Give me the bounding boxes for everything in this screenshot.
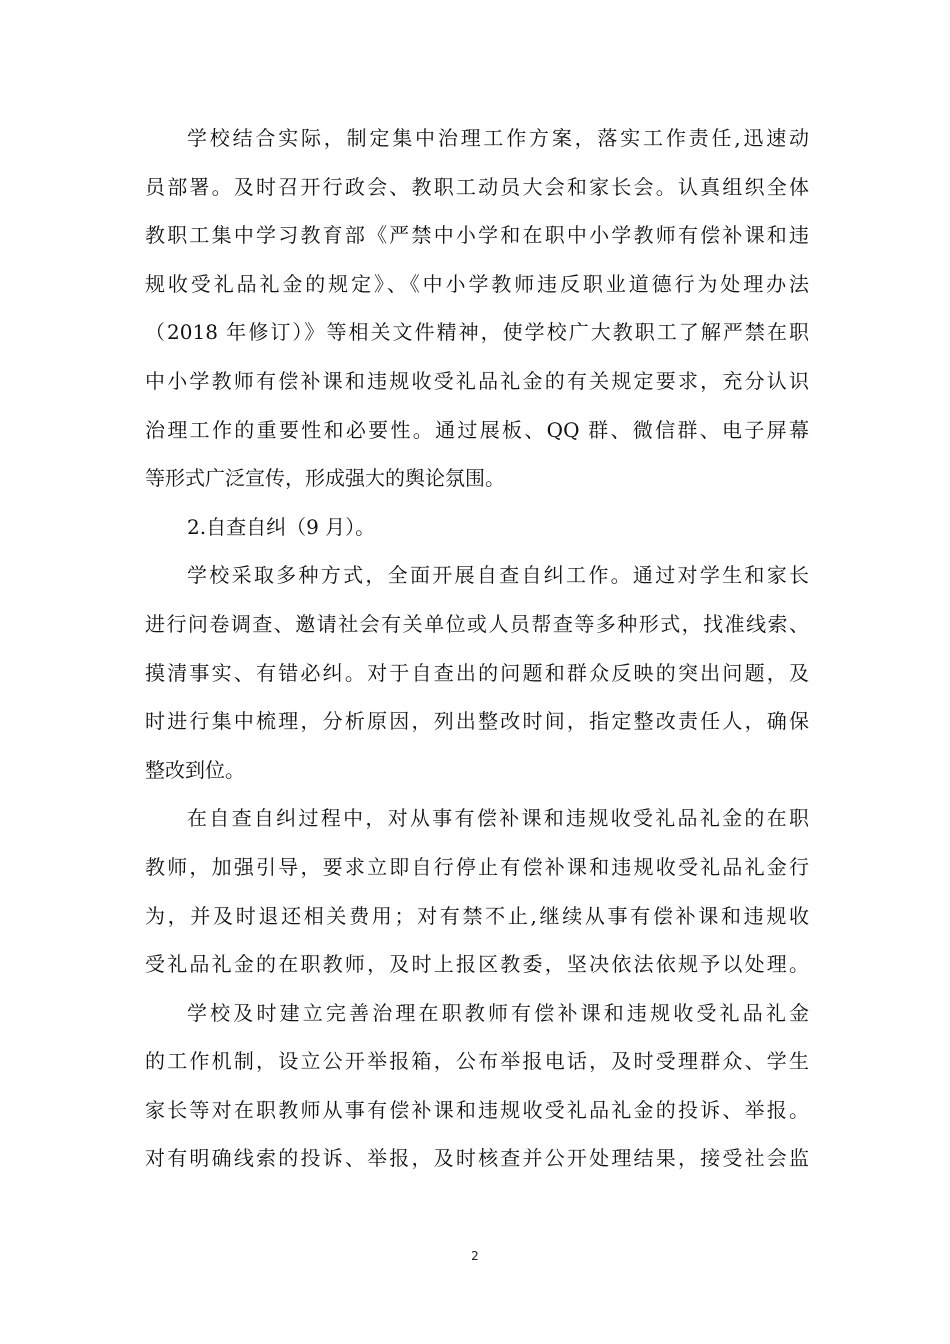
text-line: 教师，加强引导，要求立即自行停止有偿补课和违规收受礼品礼金行	[145, 854, 809, 879]
text-line: 等形式广泛宣传，形成强大的舆论氛围。	[145, 466, 505, 491]
text-line: 教职工集中学习教育部《严禁中小学和在职中小学教师有偿补课和违	[145, 223, 809, 248]
text-line: 家长等对在职教师从事有偿补课和违规收受礼品礼金的投诉、举报。	[145, 1097, 809, 1122]
text-line: 为，并及时退还相关费用；对有禁不止,继续从事有偿补课和违规收	[145, 903, 809, 928]
text-line: （2018 年修订）》等相关文件精神，使学校广大教职工了解严禁在职	[145, 320, 809, 345]
text-line: 学校结合实际，制定集中治理工作方案，落实工作责任,迅速动	[187, 126, 809, 150]
text-line: 进行问卷调查、邀请社会有关单位或人员帮查等多种形式，找准线索、	[145, 611, 809, 636]
text-line: 学校采取多种方式，全面开展自查自纠工作。通过对学生和家长	[187, 563, 809, 588]
text-line: 的工作机制，设立公开举报箱，公布举报电话，及时受理群众、学生	[145, 1049, 809, 1074]
text-line: 受礼品礼金的在职教师，及时上报区教委，坚决依法依规予以处理。	[145, 952, 809, 977]
body-text	[145, 114, 809, 1183]
text-line: 员部署。及时召开行政会、教职工动员大会和家长会。认真组织全体	[145, 174, 809, 199]
text-line: 对有明确线索的投诉、举报，及时核查并公开处理结果，接受社会监	[145, 1146, 809, 1171]
section-heading: 2.自查自纠（9 月）。	[187, 514, 376, 539]
text-line: 时进行集中梳理，分析原因，列出整改时间，指定整改责任人，确保	[145, 709, 809, 734]
text-line: 在自查自纠过程中，对从事有偿补课和违规收受礼品礼金的在职	[187, 806, 809, 831]
text-line: 学校及时建立完善治理在职教师有偿补课和违规收受礼品礼金	[187, 1000, 809, 1025]
text-line: 摸清事实、有错必纠。对于自查出的问题和群众反映的突出问题，及	[145, 660, 809, 685]
text-line: 整改到位。	[145, 757, 245, 782]
text-line: 治理工作的重要性和必要性。通过展板、QQ 群、微信群、电子屏幕	[145, 417, 809, 442]
page-number: 2	[471, 1249, 479, 1263]
text-line: 规收受礼品礼金的规定》、《中小学教师违反职业道德行为处理办法	[145, 271, 809, 296]
text-line: 中小学教师有偿补课和违规收受礼品礼金的有关规定要求，充分认识	[145, 368, 809, 393]
